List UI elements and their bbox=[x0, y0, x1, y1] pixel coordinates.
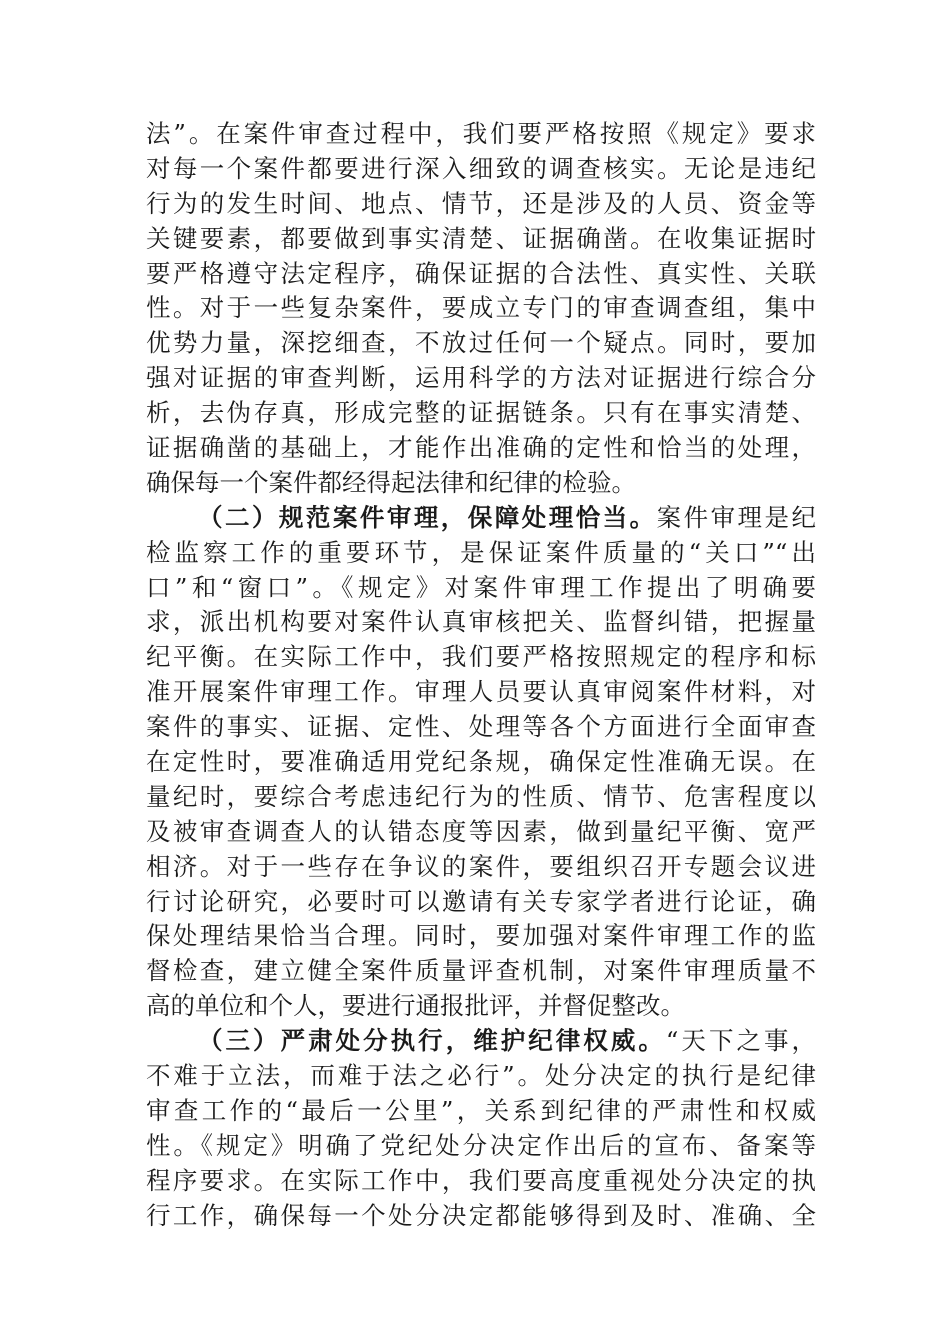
paragraph-1-line-8: 强对证据的审查判断，运用科学的方法对证据进行综合分 bbox=[146, 363, 816, 393]
paragraph-1-line-1: 法”。在案件审查过程中，我们要严格按照《规定》要求 bbox=[146, 119, 816, 148]
paragraph-1-line-11: 确保每一个案件都经得起法律和纪律的检验。 bbox=[146, 467, 636, 497]
paragraph-3-line-2: 不难于立法，而难于法之必行”。处分决定的执行是纪律 bbox=[146, 1061, 816, 1091]
paragraph-3-line-4: 性。《规定》明确了党纪处分决定作出后的宣布、备案等 bbox=[146, 1130, 816, 1160]
paragraph-1-line-3: 行为的发生时间、地点、情节，还是涉及的人员、资金等 bbox=[146, 188, 816, 218]
section-heading-2: （二）规范案件审理，保障处理恰当。 bbox=[198, 502, 657, 532]
paragraph-2-line-8: 在定性时，要准确适用党纪条规，确保定性准确无误。在 bbox=[146, 747, 816, 777]
paragraph-2-line-9: 量纪时，要综合考虑违纪行为的性质、情节、危害程度以 bbox=[146, 781, 816, 811]
section-heading-3: （三）严肃处分执行，维护纪律权威。 bbox=[198, 1026, 666, 1056]
paragraph-3-line-6: 行工作，确保每一个处分决定都能够得到及时、准确、全 bbox=[146, 1200, 816, 1230]
paragraph-2-line-12: 行讨论研究，必要时可以邀请有关专家学者进行论证，确 bbox=[146, 886, 816, 916]
document-body bbox=[146, 117, 816, 1234]
paragraph-1-line-4: 关键要素，都要做到事实清楚、证据确凿。在收集证据时 bbox=[146, 223, 816, 253]
paragraph-3-line-5: 程序要求。在实际工作中，我们要高度重视处分决定的执 bbox=[146, 1165, 816, 1195]
paragraph-2-line-15: 高的单位和个人，要进行通报批评，并督促整改。 bbox=[146, 991, 685, 1021]
paragraph-1-line-5: 要严格遵守法定程序，确保证据的合法性、真实性、关联 bbox=[146, 258, 816, 288]
paragraph-1-line-2: 对每一个案件都要进行深入细致的调查核实。无论是违纪 bbox=[146, 153, 816, 183]
paragraph-1-line-9: 析，去伪存真，形成完整的证据链条。只有在事实清楚、 bbox=[146, 398, 816, 428]
paragraph-1-line-10: 证据确凿的基础上，才能作出准确的定性和恰当的处理， bbox=[146, 433, 816, 463]
paragraph-1-line-6: 性。对于一些复杂案件，要成立专门的审查调查组，集中 bbox=[146, 293, 816, 323]
paragraph-2-line-14: 督检查，建立健全案件质量评查机制，对案件审理质量不 bbox=[146, 956, 816, 986]
paragraph-2-line-13: 保处理结果恰当合理。同时，要加强对案件审理工作的监 bbox=[146, 921, 816, 951]
paragraph-1-line-7: 优势力量，深挖细查，不放过任何一个疑点。同时，要加 bbox=[146, 328, 816, 358]
paragraph-2-first-line-text: 案件审理是纪 bbox=[656, 502, 816, 532]
paragraph-2-line-10: 及被审查调查人的认错态度等因素，做到量纪平衡、宽严 bbox=[146, 816, 816, 846]
paragraph-2-line-11: 相济。对于一些存在争议的案件，要组织召开专题会议进 bbox=[146, 851, 816, 881]
paragraph-2-line-6: 准开展案件审理工作。审理人员要认真审阅案件材料，对 bbox=[146, 677, 816, 707]
paragraph-3-line-3: 审查工作的“最后一公里”，关系到纪律的严肃性和权威 bbox=[146, 1095, 816, 1125]
paragraph-2-line-7: 案件的事实、证据、定性、处理等各个方面进行全面审查 bbox=[146, 712, 816, 742]
paragraph-2-line-3: 口”和“窗口”。《规定》对案件审理工作提出了明确要 bbox=[146, 572, 816, 602]
paragraph-2-line-5: 纪平衡。在实际工作中，我们要严格按照规定的程序和标 bbox=[146, 642, 816, 672]
paragraph-3-first-line-text: “天下之事， bbox=[665, 1026, 816, 1056]
paragraph-2-first-line bbox=[146, 501, 816, 536]
paragraph-2-line-4: 求，派出机构要对案件认真审核把关、监督纠错，把握量 bbox=[146, 607, 816, 637]
paragraph-3-first-line bbox=[146, 1024, 816, 1059]
paragraph-2-line-2: 检监察工作的重要环节，是保证案件质量的“关口”“出 bbox=[146, 537, 816, 567]
